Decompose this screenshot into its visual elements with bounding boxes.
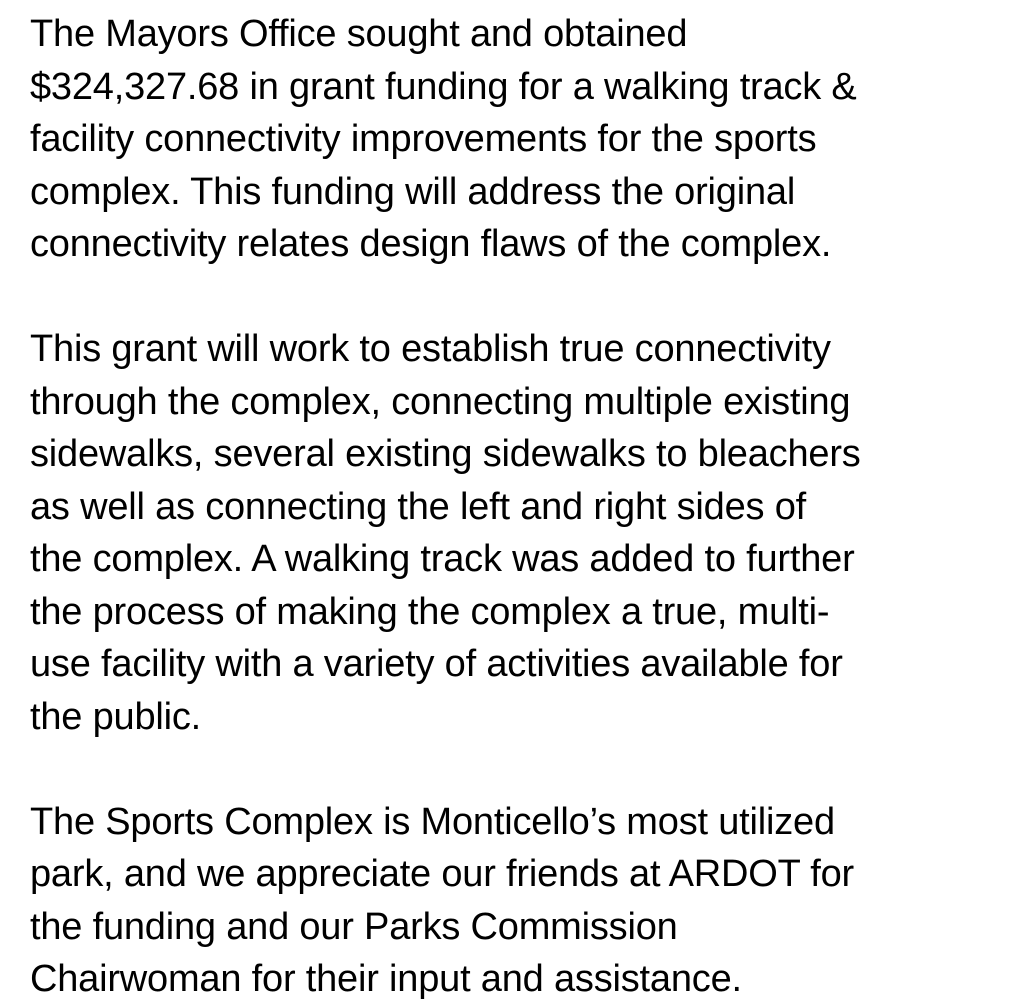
text-line: Chairwoman for their input and assistance. (30, 958, 742, 1000)
text-line: connectivity relates design flaws of the complex. (30, 223, 832, 265)
paragraph-connectivity (30, 323, 1020, 743)
text-line: sidewalks, several existing sidewalks to bleachers (30, 433, 861, 475)
text-line: complex. This funding will address the original (30, 170, 796, 213)
paragraph-grant-funding (30, 8, 1020, 271)
document-body (30, 8, 1020, 1006)
text-line: as well as connecting the left and right sides of (30, 485, 806, 528)
text-line: The Sports Complex is Monticello’s most utilized (30, 800, 835, 843)
text-line: facility connectivity improvements for the sports (30, 118, 817, 160)
text-line: use facility with a variety of activities available for (30, 643, 843, 685)
text-line: the funding and our Parks Commission (30, 905, 678, 948)
text-line: The Mayors Office sought and obtained (30, 13, 688, 55)
text-line: the process of making the complex a true, multi- (30, 590, 830, 633)
text-line: through the complex, connecting multiple existing (30, 380, 851, 423)
text-line: the public. (30, 695, 202, 738)
text-line: $324,327.68 in grant funding for a walking track & (30, 65, 857, 108)
text-line: This grant will work to establish true connectivity (30, 328, 831, 370)
text-line: park, and we appreciate our friends at ARDOT for (30, 853, 855, 895)
paragraph-acknowledgement (30, 796, 1020, 1006)
text-line: the complex. A walking track was added to further (30, 538, 855, 580)
